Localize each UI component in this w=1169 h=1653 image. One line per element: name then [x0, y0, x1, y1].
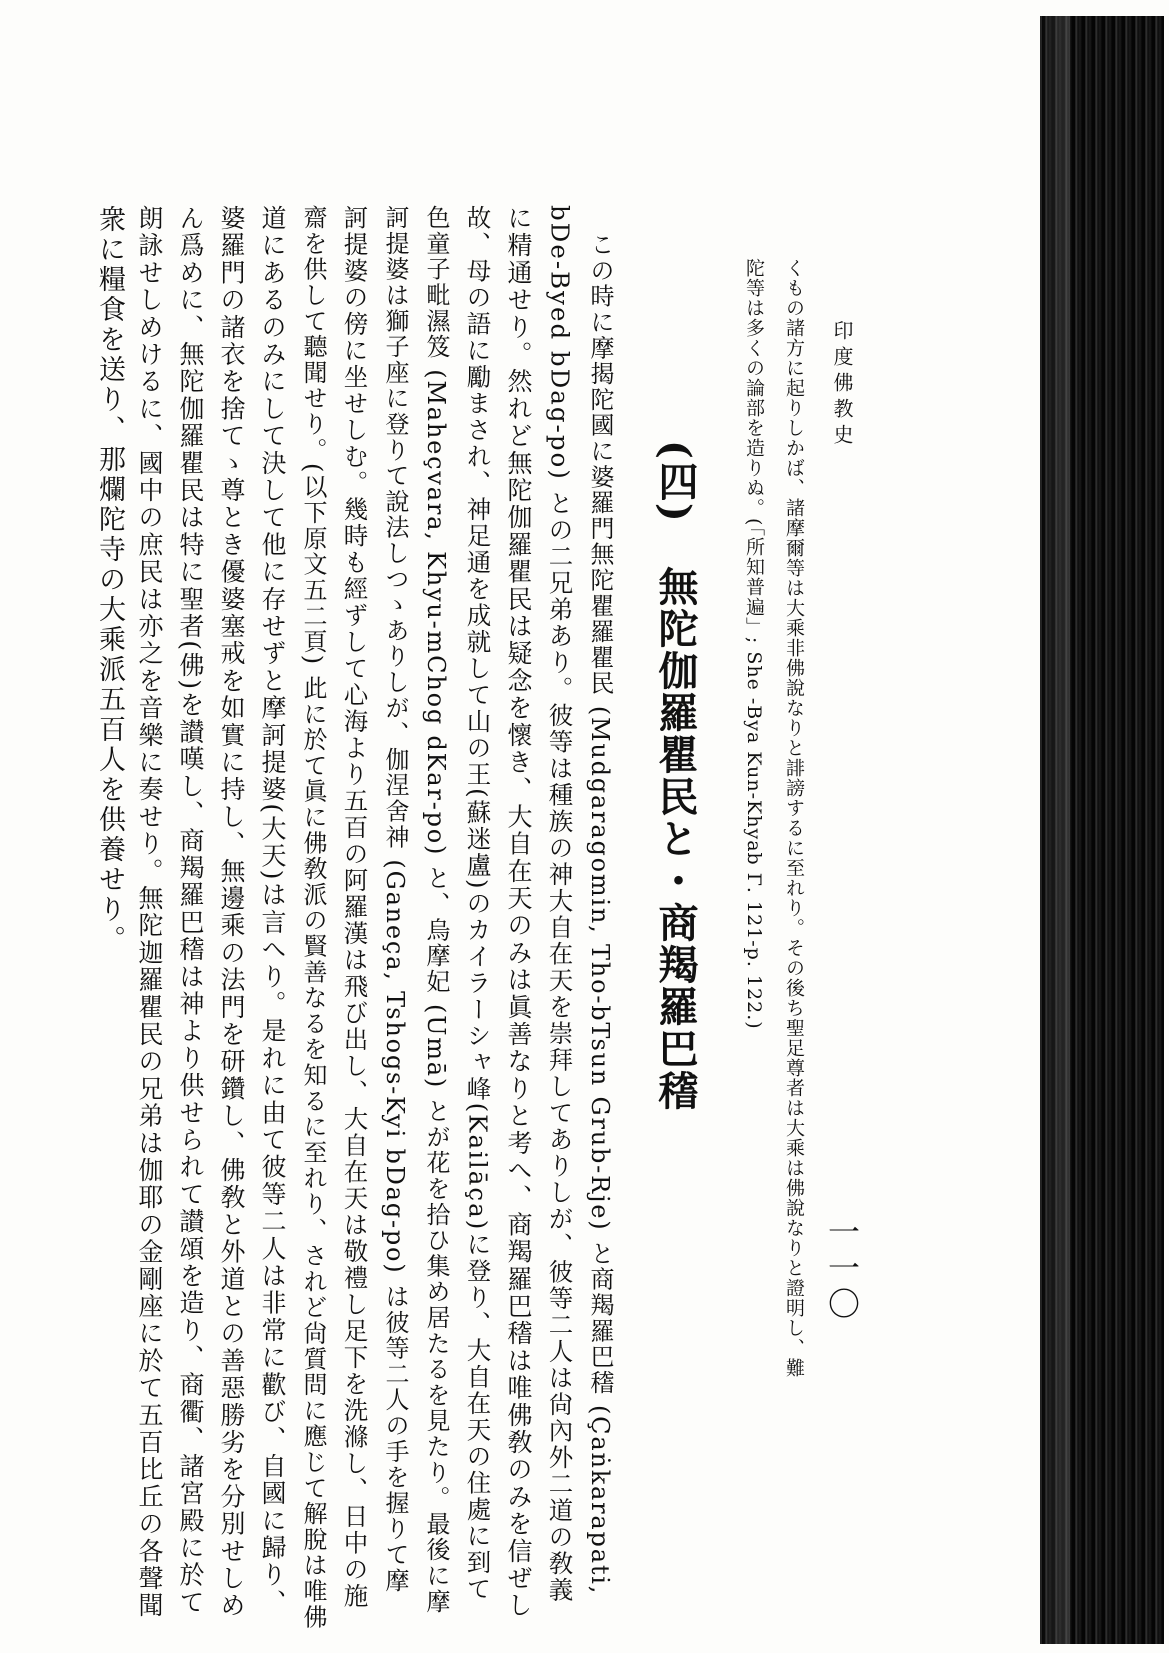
body-line: 故、母の語に勵まされ、神足通を成就して山の王(蘇迷盧)のカイラーシャ峰(Kailāça)に登り、大自在天の住處に到て: [463, 205, 493, 1603]
body-line: 齋を供して聽聞せり。(以下原文五二頁) 此に於て眞に佛敎派の賢善なるを知るに至れり、されど尙質問に應じて解脫は唯佛: [299, 205, 327, 1630]
page-number: 一一〇: [823, 1215, 861, 1323]
book-edge-shadow: [1040, 16, 1070, 1644]
body-line: 訶提婆の傍に坐せしむ。幾時も經ずして心海より五百の阿羅漢は飛び出し、大自在天は敬禮し足下を洗滌し、日中の施: [340, 205, 370, 1610]
body-line: に精通せり。然れど無陀伽羅瞿民は疑念を懷き、大自在天のみは眞善なりと考へ、商羯羅巴𥡴は唯佛敎のみを信ぜし: [504, 205, 533, 1620]
body-line: 色童子毗濕笈 (Maheçvara, Khyu-mChog dKar-po) と、烏摩妃 (Umā) とが花を拾ひ集め居たるを見たり。最後に摩: [422, 205, 450, 1615]
running-title: 印度佛教史: [830, 320, 854, 450]
note-line-2: 陀等は多くの論部を造りぬ。(「所知普遍」; She -Bya Kun-Khyab Γ. 121-p. 122.): [743, 258, 765, 1030]
body-line: bDe-Byed bDag-po) との二兄弟あり。彼等は種族の神大自在天を崇拜してありしが、彼等二人は尙內外二道の敎義: [545, 205, 575, 1604]
body-line: 婆羅門の諸衣を捨てゝ尊とき優婆塞戒を如實に持し、無邊乘の法門を研鑽し、佛敎と外道との善惡勝劣を分別せしめ: [217, 205, 246, 1620]
body-line: 道にあるのみにして決して他に存せずと摩訶提婆(大天)は言へり。是れに由て彼等二人は非常に歡び、自國に歸り、: [258, 205, 287, 1617]
section-title: (四) 無陀伽羅瞿民と・商羯羅巴𥡴: [652, 440, 699, 1112]
body-line: 朗詠せしめけるに、國中の庶民は亦之を音樂に奏せり。無陀迦羅瞿民の兄弟は伽耶の金剛座に於て五百比丘の各聲聞: [135, 205, 164, 1620]
body-line: 訶提婆は獅子座に登りて說法しつゝありしが、伽涅舍神 (Ganeça, Tshogs-Kyi bDag-po) は彼等二人の手を握りて摩: [381, 205, 409, 1594]
body-line: 衆に糧食を送り、那爛陀寺の大乘派五百人を供養せり。: [94, 205, 125, 955]
body-line: この時に摩揭陀國に婆羅門無陀瞿羅瞿民 (Mudgaragomin, Tho-bTsun Grub-Rje) と商羯羅巴𥡴 (Çaṅkarapati,: [586, 232, 614, 1596]
body-line: ん爲めに、無陀伽羅瞿民は特に聖者(佛)を讃嘆し、商羯羅巴𥡴は神より供せられて讃頌を造り、商衢、諸宮殿に於て: [176, 205, 205, 1617]
note-line-1: くもの諸方に起りしかば、諸摩爾等は大乘非佛說なりと誹謗するに至れり。その後ち聖足尊者は大乘は佛說なりと證明し、難: [783, 258, 805, 1378]
